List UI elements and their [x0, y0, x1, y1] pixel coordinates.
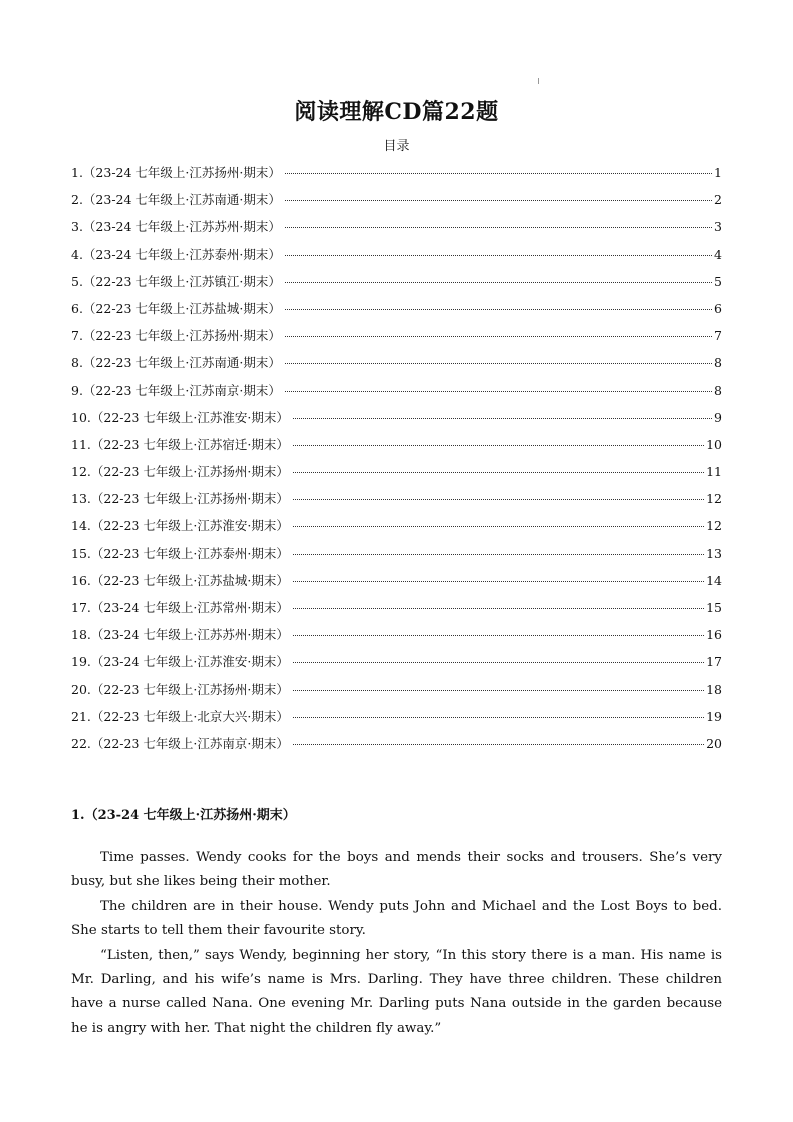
toc-entry[interactable] — [71, 540, 722, 567]
toc-leader — [293, 499, 704, 500]
toc-entry-label: 18.（23-24 七年级上·江苏苏州·期末） — [71, 627, 289, 643]
toc-leader — [293, 418, 712, 419]
toc-entry[interactable] — [71, 241, 722, 268]
toc-entry-label: 13.（22-23 七年级上·江苏扬州·期末） — [71, 491, 289, 507]
toc-entry[interactable] — [71, 730, 722, 757]
reading-passage — [71, 846, 722, 1041]
toc-entry-page: 7 — [714, 328, 722, 344]
toc-entry-page: 9 — [714, 409, 722, 425]
toc-leader — [285, 336, 712, 337]
toc-entry-page: 20 — [706, 735, 722, 751]
toc-leader — [285, 200, 712, 201]
toc-entry[interactable] — [71, 159, 722, 186]
toc-entry-page: 10 — [706, 436, 722, 452]
toc-entry-label: 15.（22-23 七年级上·江苏泰州·期末） — [71, 545, 289, 561]
page-mark — [538, 78, 539, 84]
toc-leader — [293, 554, 704, 555]
toc-entry-page: 16 — [706, 627, 722, 643]
toc-leader — [293, 472, 704, 473]
toc-entry[interactable] — [71, 186, 722, 213]
table-of-contents — [71, 159, 722, 757]
toc-entry-page: 8 — [714, 355, 722, 371]
passage-paragraph: The children are in their house. Wendy puts John and Michael and the Lost Boys to bed. She starts to tell them their favourite story. — [71, 898, 722, 939]
toc-entry[interactable] — [71, 567, 722, 594]
toc-entry-label: 11.（22-23 七年级上·江苏宿迁·期末） — [71, 436, 289, 452]
toc-leader — [293, 445, 704, 446]
toc-entry-label: 12.（22-23 七年级上·江苏扬州·期末） — [71, 464, 289, 480]
toc-leader — [285, 173, 712, 174]
toc-entry-label: 3.（23-24 七年级上·江苏苏州·期末） — [71, 219, 281, 235]
passage-paragraph: “Listen, then,” says Wendy, beginning her story, “In this story there is a man. His name is Mr. Darling, and his wife’s name is Mrs. Darling. They have three children. These children have a nurse called Nana. One evening Mr. Darling puts Nana outside in the garden because he is angry with her. That night the children fly away.” — [71, 947, 722, 1036]
toc-leader — [285, 255, 712, 256]
toc-entry-page: 2 — [714, 192, 722, 208]
toc-entry-label: 22.（22-23 七年级上·江苏南京·期末） — [71, 735, 289, 751]
toc-entry-page: 8 — [714, 382, 722, 398]
toc-entry-page: 15 — [706, 600, 722, 615]
toc-leader — [293, 662, 704, 663]
toc-entry-label: 2.（23-24 七年级上·江苏南通·期末） — [71, 192, 281, 208]
toc-leader — [293, 526, 704, 527]
toc-entry-page: 1 — [714, 165, 722, 180]
document-title: 阅读理解CD篇22题 — [294, 99, 499, 125]
toc-entry[interactable] — [71, 295, 722, 322]
toc-entry[interactable] — [71, 322, 722, 349]
toc-entry-label: 10.（22-23 七年级上·江苏淮安·期末） — [71, 409, 289, 425]
toc-entry-label: 5.（22-23 七年级上·江苏镇江·期末） — [71, 273, 281, 289]
passage-paragraph: Time passes. Wendy cooks for the boys and mends their socks and trousers. She’s very busy, but she likes being their mother. — [71, 850, 722, 890]
toc-entry[interactable] — [71, 485, 722, 512]
toc-entry-label: 17.（23-24 七年级上·江苏常州·期末） — [71, 600, 289, 615]
toc-entry-page: 12 — [706, 518, 722, 534]
toc-entry-label: 19.（23-24 七年级上·江苏淮安·期末） — [71, 654, 289, 670]
toc-entry[interactable] — [71, 703, 722, 730]
toc-entry-page: 3 — [714, 219, 722, 235]
toc-entry-label: 7.（22-23 七年级上·江苏扬州·期末） — [71, 328, 281, 344]
toc-leader — [293, 744, 704, 745]
toc-entry[interactable] — [71, 512, 722, 539]
toc-entry[interactable] — [71, 213, 722, 240]
toc-entry[interactable] — [71, 377, 722, 404]
section-heading: 1.（23-24 七年级上·江苏扬州·期末） — [71, 808, 296, 823]
toc-leader — [285, 282, 712, 283]
toc-leader — [293, 635, 704, 636]
toc-entry-label: 9.（22-23 七年级上·江苏南京·期末） — [71, 382, 281, 398]
toc-entry[interactable] — [71, 431, 722, 458]
toc-entry-label: 16.（22-23 七年级上·江苏盐城·期末） — [71, 572, 289, 588]
toc-entry-label: 21.（22-23 七年级上·北京大兴·期末） — [71, 708, 289, 724]
toc-heading: 目录 — [383, 139, 410, 154]
toc-entry-page: 14 — [706, 572, 722, 588]
toc-leader — [293, 690, 704, 691]
toc-leader — [285, 227, 712, 228]
toc-entry-page: 4 — [714, 246, 722, 262]
toc-leader — [285, 363, 712, 364]
toc-entry-label: 14.（22-23 七年级上·江苏淮安·期末） — [71, 518, 289, 534]
toc-leader — [293, 608, 704, 609]
toc-entry[interactable] — [71, 458, 722, 485]
toc-leader — [293, 581, 704, 582]
toc-entry-page: 5 — [714, 273, 722, 289]
toc-entry-page: 17 — [706, 654, 722, 670]
toc-leader — [293, 717, 704, 718]
toc-entry-label: 20.（22-23 七年级上·江苏扬州·期末） — [71, 681, 289, 697]
toc-entry-page: 12 — [706, 491, 722, 507]
toc-entry[interactable] — [71, 404, 722, 431]
toc-entry[interactable] — [71, 268, 722, 295]
toc-entry[interactable] — [71, 621, 722, 648]
toc-entry-label: 1.（23-24 七年级上·江苏扬州·期末） — [71, 165, 281, 180]
toc-entry-label: 4.（23-24 七年级上·江苏泰州·期末） — [71, 246, 281, 262]
toc-entry-page: 13 — [706, 545, 722, 561]
toc-entry[interactable] — [71, 349, 722, 376]
toc-entry[interactable] — [71, 676, 722, 703]
toc-entry-page: 11 — [706, 464, 722, 480]
toc-leader — [285, 391, 712, 392]
toc-entry[interactable] — [71, 648, 722, 675]
toc-entry-page: 19 — [706, 708, 722, 724]
toc-entry-label: 8.（22-23 七年级上·江苏南通·期末） — [71, 355, 281, 371]
toc-entry[interactable] — [71, 594, 722, 621]
toc-entry-page: 6 — [714, 300, 722, 316]
toc-entry-page: 18 — [706, 681, 722, 697]
toc-leader — [285, 309, 712, 310]
toc-entry-label: 6.（22-23 七年级上·江苏盐城·期末） — [71, 300, 281, 316]
